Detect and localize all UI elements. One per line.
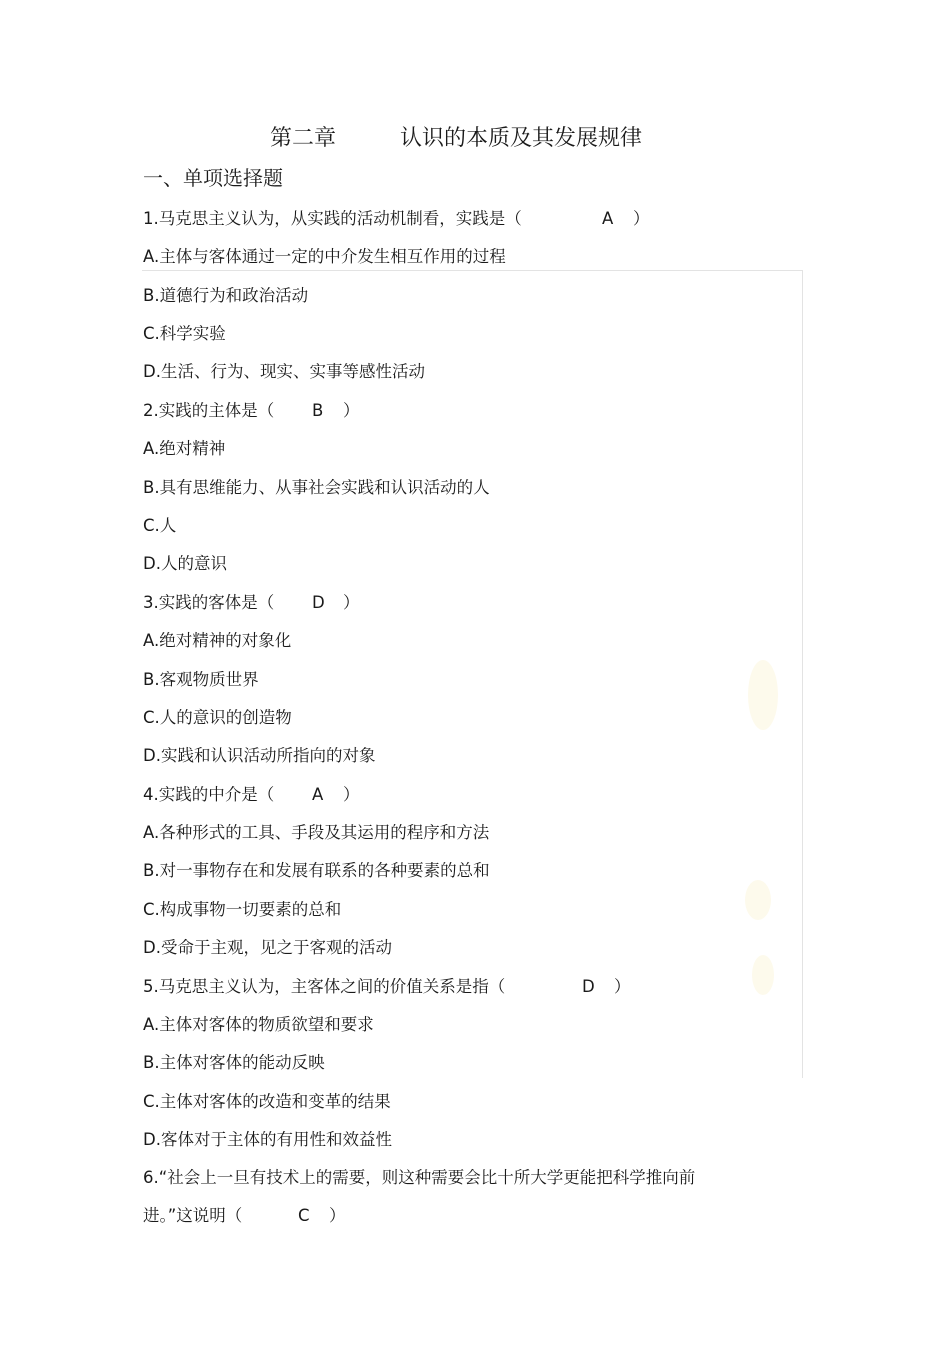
option-item: B.具有思维能力、从事社会实践和认识活动的人 xyxy=(143,478,490,497)
answer-close-paren: ） xyxy=(343,401,360,420)
question-text: 4.实践的中介是（ xyxy=(143,785,275,804)
option-item: C.构成事物一切要素的总和 xyxy=(143,900,342,919)
question-text: 进。”这说明（ xyxy=(143,1206,243,1225)
option-item: D.客体对于主体的有用性和效益性 xyxy=(143,1130,392,1149)
paper-stain xyxy=(752,955,774,995)
question-stem-continued xyxy=(143,1204,242,1228)
option-item: A.各种形式的工具、手段及其运用的程序和方法 xyxy=(143,823,490,842)
paper-stain xyxy=(745,880,771,920)
option-item: D.受命于主观，见之于客观的活动 xyxy=(143,938,392,957)
question-text: 1.马克思主义认为，从实践的活动机制看，实践是（ xyxy=(143,209,522,228)
question-answer: A xyxy=(312,785,324,804)
option-item: A.绝对精神 xyxy=(143,439,226,458)
answer-close-paren: ） xyxy=(633,209,650,228)
question-answer: B xyxy=(312,401,324,420)
question-stem xyxy=(143,207,522,231)
chapter-title xyxy=(0,121,950,157)
option-item: D.生活、行为、现实、实事等感性活动 xyxy=(143,362,425,381)
question-stem xyxy=(143,783,274,807)
chapter-number: 第二章 xyxy=(270,126,337,151)
question-answer: D xyxy=(582,977,595,996)
paper-stain xyxy=(748,660,778,730)
option-item: C.人 xyxy=(143,516,177,535)
option-item: C.人的意识的创造物 xyxy=(143,708,292,727)
question-stem xyxy=(143,399,274,423)
option-item: B.对一事物存在和发展有联系的各种要素的总和 xyxy=(143,861,490,880)
option-item: D.人的意识 xyxy=(143,554,227,573)
question-text: 3.实践的客体是（ xyxy=(143,593,275,612)
question-text: 2.实践的主体是（ xyxy=(143,401,275,420)
option-item: C.主体对客体的改造和变革的结果 xyxy=(143,1092,391,1111)
answer-close-paren: ） xyxy=(343,593,360,612)
answer-close-paren: ） xyxy=(329,1206,346,1225)
option-item: D.实践和认识活动所指向的对象 xyxy=(143,746,376,765)
option-item: B.客观物质世界 xyxy=(143,670,259,689)
question-answer: D xyxy=(312,593,325,612)
option-item: A.绝对精神的对象化 xyxy=(143,631,292,650)
question-text: 5.马克思主义认为，主客体之间的价值关系是指（ xyxy=(143,977,506,996)
question-answer: C xyxy=(298,1206,310,1225)
option-item: A.主体对客体的物质欲望和要求 xyxy=(143,1015,374,1034)
chapter-heading: 认识的本质及其发展规律 xyxy=(400,126,643,151)
option-item: B.道德行为和政治活动 xyxy=(143,286,309,305)
question-stem xyxy=(143,591,274,615)
question-stem: 6.“社会上一旦有技术上的需要，则这种需要会比十所大学更能把科学推向前 xyxy=(143,1168,696,1187)
option-item: C.科学实验 xyxy=(143,324,226,343)
section-heading: 一、单项选择题 xyxy=(143,166,283,190)
question-stem xyxy=(143,975,505,999)
option-item: B.主体对客体的能动反映 xyxy=(143,1053,325,1072)
answer-close-paren: ） xyxy=(614,977,631,996)
question-answer: A xyxy=(602,209,614,228)
option-item: A.主体与客体通过一定的中介发生相互作用的过程 xyxy=(143,247,506,266)
answer-close-paren: ） xyxy=(343,785,360,804)
